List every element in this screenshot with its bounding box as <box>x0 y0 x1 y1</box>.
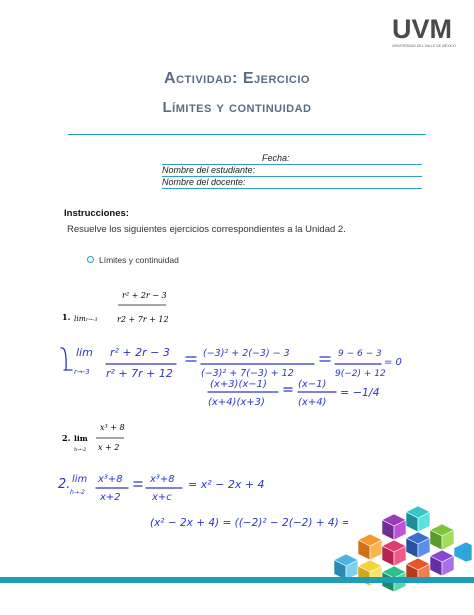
hw1-simplified-den: (x+4) <box>298 397 327 408</box>
hw1-eval-den: 9(−2) + 12 <box>335 369 386 379</box>
hw1-zero: = 0 <box>384 357 402 368</box>
hw1-equals <box>186 357 196 361</box>
hw1-eval-num: 9 − 6 − 3 <box>338 349 382 359</box>
handwritten-solution-2 <box>58 458 348 534</box>
problem-2-approach: h→-2 <box>74 447 87 453</box>
problem-1-approach: r→-3 <box>86 317 98 323</box>
hw1-lim: lim <box>76 346 93 359</box>
problem-1-numerator: r² + 2r − 3 <box>122 291 167 300</box>
hw2-eq2: (x² − 2x + 4) = ((−2)² − 2(−2) + 4) = 12 <box>150 517 348 529</box>
hw2-den2: x+c <box>152 492 172 503</box>
decorative-cubes <box>312 500 472 610</box>
uvm-logo-mark <box>392 12 462 52</box>
hw1-factored-num: (x+3)(x−1) <box>210 379 267 390</box>
hw1-equals-2 <box>320 357 330 361</box>
hw1-num: r² + 2r − 3 <box>110 346 170 359</box>
hw1-factored-den: (x+4)(x+3) <box>208 397 265 408</box>
hw1-approach: r→-3 <box>74 368 90 376</box>
teacher-name-label: Nombre del docente: <box>162 177 246 187</box>
date-field <box>162 153 422 165</box>
activity-title: Actividad: Ejercicio <box>164 70 310 87</box>
hw2-num2: x³+8 <box>150 474 175 485</box>
problem-1 <box>62 288 182 328</box>
hw1-den: r² + 7r + 12 <box>106 367 173 380</box>
problem-2-lim: lim <box>74 434 88 443</box>
problem-2-number: 2. <box>62 433 71 443</box>
uvm-logo <box>392 12 462 52</box>
hw1-index-mark <box>61 348 72 370</box>
problem-1-formula <box>62 288 182 328</box>
handwritten-solution-1 <box>58 330 418 410</box>
handwriting-1-svg <box>58 330 418 410</box>
problem-1-number: 1. <box>62 312 71 322</box>
hw2-den: x+2 <box>100 492 121 503</box>
logo-text: UVM <box>392 14 452 44</box>
bullet-text: Límites y continuidad <box>99 255 179 265</box>
problem-2 <box>62 420 142 456</box>
student-name-label: Nombre del estudiante: <box>162 165 256 175</box>
teacher-name-field <box>162 177 422 189</box>
hw2-equals <box>134 482 142 486</box>
problem-2-denominator: x + 2 <box>98 443 120 452</box>
instructions-text: Resuelve los siguientes ejercicios correspondientes a la Unidad 2. <box>67 224 346 235</box>
title-divider <box>68 134 426 135</box>
hw2-index: 2. <box>58 477 71 492</box>
hw1-equals-3 <box>284 388 292 391</box>
student-name-field <box>162 165 422 177</box>
circle-bullet-icon <box>87 256 94 263</box>
hw2-lim: lim <box>72 474 88 485</box>
activity-subtitle: Límites y continuidad <box>162 99 312 116</box>
hw2-num: x³+8 <box>98 474 123 485</box>
problem-1-denominator: r2 + 7r + 12 <box>117 315 169 324</box>
hw1-sub-num: (−3)² + 2(−3) − 3 <box>203 348 290 359</box>
cubes-graphic <box>312 500 472 610</box>
handwriting-2-svg <box>58 458 348 534</box>
hw1-result: = −1/4 <box>340 386 380 399</box>
date-label: Fecha: <box>262 153 290 163</box>
instructions-heading: Instrucciones: <box>64 208 129 219</box>
hw2-approach: h→-2 <box>70 489 85 496</box>
footer-bar <box>0 577 474 583</box>
hw1-simplified-num: (x−1) <box>298 379 327 390</box>
problem-2-formula <box>62 420 142 456</box>
problem-1-lim: lim <box>74 314 86 323</box>
problem-2-numerator: x³ + 8 <box>100 423 125 432</box>
hw1-sub-den: (−3)² + 7(−3) + 12 <box>201 368 294 379</box>
logo-subtitle: UNIVERSIDAD DEL VALLE DE MÉXICO <box>392 44 456 48</box>
hw2-eq1: = x² − 2x + 4 <box>188 478 265 491</box>
